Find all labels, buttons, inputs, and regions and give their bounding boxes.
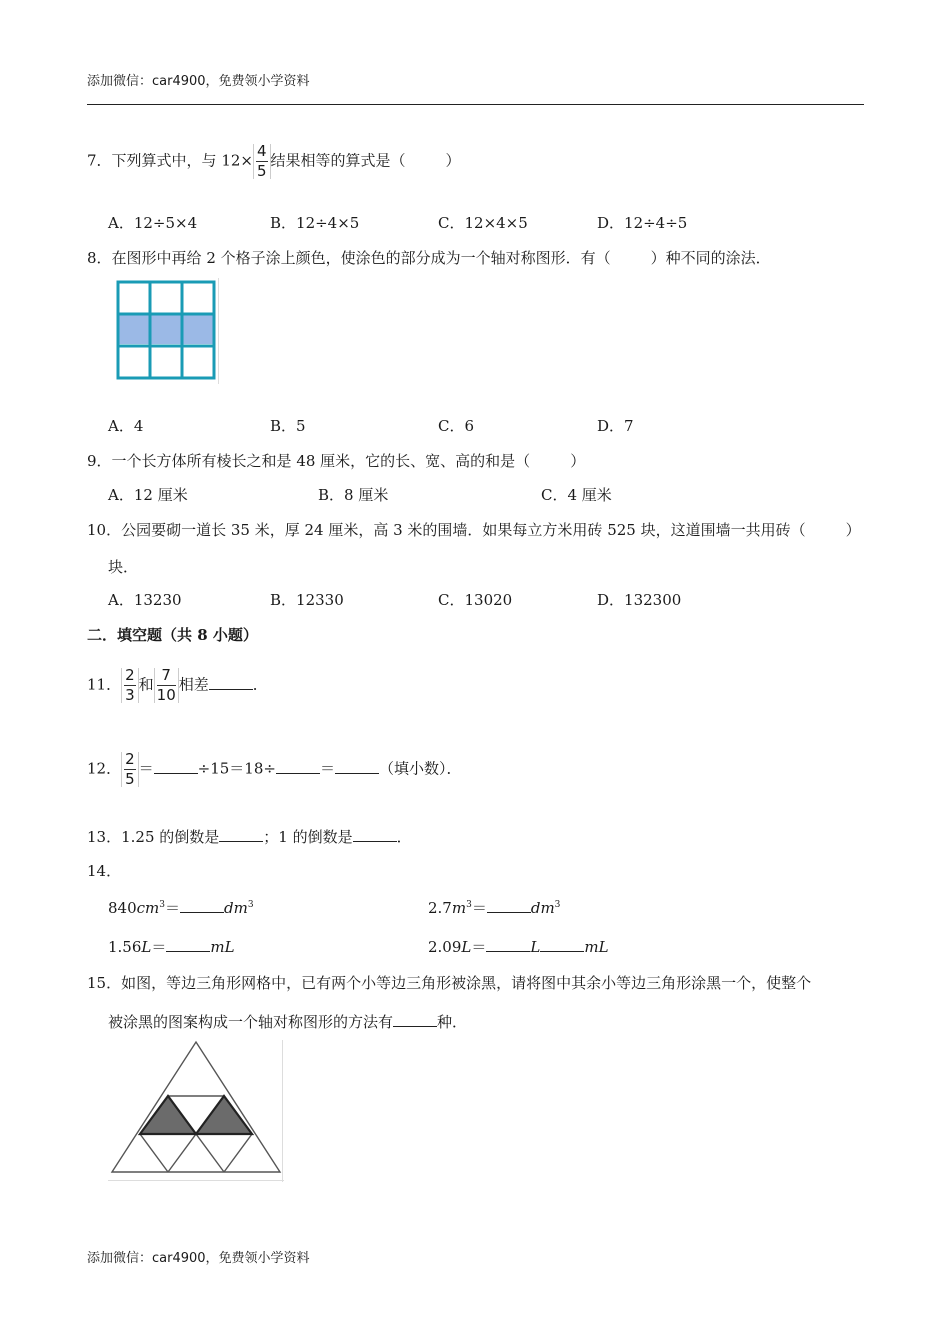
option-c: C．13020 [438, 591, 513, 609]
conversion-row [108, 897, 254, 918]
exponent: 3 [159, 900, 165, 910]
question-text: 在图形中再给 2 个格子涂上颜色，使涂色的部分成为一个轴对称图形．有（ [111, 249, 611, 267]
option-c: C．6 [438, 417, 475, 435]
question-text: ；1 的倒数是 [263, 828, 353, 846]
question-number: 9． [87, 452, 112, 470]
unit: L [461, 938, 472, 956]
question-text: 1.25 的倒数是 [121, 828, 220, 846]
option-c: C．4 厘米 [541, 486, 612, 504]
option-d: D．132300 [597, 591, 682, 609]
question-8 [87, 247, 771, 268]
question-text: ÷15＝18÷ [197, 759, 276, 778]
question-text: 如图，等边三角形网格中，已有两个小等边三角形被涂黑，请将图中其余小等边三角形涂黑一个，使整个 [121, 974, 812, 992]
unit: mL [210, 938, 235, 956]
fraction [121, 668, 139, 703]
equals-sign: ＝ [151, 938, 167, 956]
question-text: 一个长方体所有棱长之和是 48 厘米，它的长、宽、高的和是（ [111, 452, 531, 470]
fraction-numerator: 7 [157, 668, 176, 686]
option-b: B．12330 [270, 591, 344, 609]
exponent: 3 [466, 900, 472, 910]
fraction-numerator: 2 [125, 666, 135, 684]
answer-blank[interactable] [540, 939, 584, 952]
paren-close: ） [445, 151, 461, 170]
header-note: 添加微信：car4900，免费领小学资料 [87, 74, 310, 89]
question-text: ） [570, 452, 586, 470]
option-a: A．4 [108, 417, 144, 435]
question-number: 7． [87, 151, 112, 170]
value: 840 [108, 899, 137, 917]
fraction-denominator: 10 [156, 686, 176, 704]
question-10 [87, 519, 861, 540]
option-a: A．13230 [108, 591, 182, 609]
paren-close: ） [845, 521, 861, 539]
question-text: 相差 [178, 675, 209, 694]
fraction [121, 752, 139, 787]
fraction-numerator: 4 [256, 142, 267, 160]
conversion-row [108, 936, 235, 957]
unit: m [451, 899, 467, 917]
question-14-number: 14． [87, 862, 122, 880]
unit: L [141, 938, 152, 956]
exponent: 3 [554, 900, 561, 910]
fraction-denominator: 5 [125, 770, 135, 788]
question-number: 12． [87, 759, 122, 778]
question-text: 和 [138, 675, 154, 694]
option-a: A．12 厘米 [108, 486, 188, 504]
grid-figure [112, 278, 224, 384]
answer-blank[interactable] [219, 829, 263, 842]
question-7 [87, 144, 461, 179]
answer-blank[interactable] [180, 900, 224, 913]
question-text: ）种不同的涂法． [650, 249, 771, 267]
shaded-row [118, 314, 214, 344]
exponent: 3 [247, 900, 254, 910]
equals-sign: ＝ [138, 759, 154, 778]
question-number: 15． [87, 974, 122, 992]
equals-sign: ＝ [319, 759, 335, 778]
equals-sign: ＝ [165, 899, 181, 917]
fraction-numerator: 2 [125, 750, 135, 768]
question-text: ． [396, 828, 412, 846]
unit: mL [584, 938, 609, 956]
question-text: 结果相等的算式是（ [270, 151, 406, 170]
question-number: 13． [87, 828, 122, 846]
equals-sign: ＝ [471, 938, 487, 956]
fraction [154, 668, 179, 703]
question-12 [87, 752, 462, 787]
question-text: 种． [437, 1013, 468, 1031]
question-text: 公园要砌一道长 35 米，厚 24 厘米，高 3 米的围墙．如果每立方米用砖 525 块，这道围墙一共用砖（ [121, 521, 806, 539]
triangle-grid-figure [108, 1038, 286, 1184]
question-number: 8． [87, 249, 112, 267]
section-title: 二．填空题（共 8 小题） [87, 626, 258, 644]
answer-blank[interactable] [154, 761, 198, 774]
option-d: D．12÷4÷5 [597, 214, 688, 232]
option-d: D．7 [597, 417, 634, 435]
option-c: C．12×4×5 [438, 214, 528, 232]
question-10-line2: 块． [108, 558, 139, 576]
unit: dm [224, 899, 248, 917]
equals-sign: ＝ [471, 899, 487, 917]
fraction-denominator: 5 [256, 162, 267, 180]
question-text: （填小数）． [378, 759, 462, 778]
value: 1.56 [108, 938, 142, 956]
unit: L [530, 938, 541, 956]
option-b: B．8 厘米 [318, 486, 389, 504]
answer-blank[interactable] [276, 761, 320, 774]
question-15-line2 [108, 1011, 467, 1032]
figure-border [218, 278, 219, 384]
conversion-row [428, 936, 609, 957]
answer-blank[interactable] [486, 939, 530, 952]
triangle-grid-lines [112, 1042, 280, 1172]
option-b: B．5 [270, 417, 306, 435]
answer-blank[interactable] [487, 900, 531, 913]
value: 2.7 [428, 899, 452, 917]
question-number: 10． [87, 521, 122, 539]
answer-blank[interactable] [166, 939, 210, 952]
question-text: 被涂黑的图案构成一个轴对称图形的方法有 [108, 1013, 394, 1031]
answer-blank[interactable] [353, 829, 397, 842]
value: 2.09 [428, 938, 462, 956]
question-11 [87, 668, 268, 703]
question-13 [87, 826, 412, 847]
unit: cm [136, 899, 160, 917]
question-text: 下列算式中，与 12× [111, 151, 253, 170]
question-number: 11． [87, 675, 122, 694]
question-text: ． [252, 675, 268, 694]
fraction-denominator: 3 [125, 686, 135, 704]
figure-border [282, 1040, 283, 1182]
fraction [253, 144, 271, 179]
option-b: B．12÷4×5 [270, 214, 360, 232]
question-15 [87, 972, 811, 993]
conversion-row [428, 897, 560, 918]
answer-blank[interactable] [393, 1014, 437, 1027]
figure-border [108, 1180, 284, 1181]
answer-blank[interactable] [335, 761, 379, 774]
option-a: A．12÷5×4 [108, 214, 198, 232]
footer-note: 添加微信：car4900，免费领小学资料 [87, 1251, 310, 1266]
unit: dm [530, 899, 555, 917]
header-divider [87, 104, 864, 105]
answer-blank[interactable] [209, 677, 253, 690]
question-9 [87, 450, 585, 471]
